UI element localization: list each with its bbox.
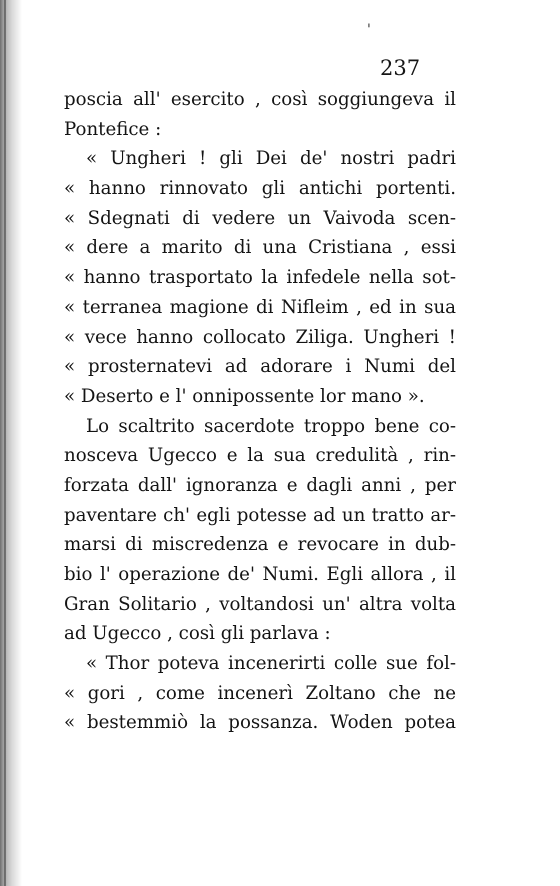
text-line-2: Pontefice : xyxy=(64,118,162,140)
text-line-18: Gran Solitario , voltandosi un' altra volta xyxy=(64,593,456,615)
text-line-15: paventare ch' egli potesse ad un tratto ar- xyxy=(64,504,456,526)
text-line-20: « Thor poteva incenerirti colle sue fol- xyxy=(86,653,456,675)
text-line-6: « dere a marito di una Cristiana , essi xyxy=(64,237,456,259)
text-line-17: bio l' operazione de' Numi. Egli allora , il xyxy=(64,564,456,585)
text-line-8: « terranea magione di Nifleim , ed in sua xyxy=(64,296,456,318)
text-line-3: « Ungheri ! gli Dei de' nostri padri xyxy=(86,148,456,170)
text-line-22: « bestemmiò la possanza. Woden potea xyxy=(64,712,456,734)
text-line-19: ad Ugecco , così gli parlava : xyxy=(64,623,331,645)
text-line-7: « hanno trasportato la infedele nella sot- xyxy=(64,267,456,289)
text-line-13: nosceva Ugecco e la sua credulità , rin- xyxy=(64,445,456,467)
text-line-5: « Sdegnati di vedere un Vaivoda scen- xyxy=(64,207,456,229)
text-line-21: « gori , come incenerì Zoltano che ne xyxy=(64,682,456,704)
binding-edge xyxy=(4,0,6,886)
text-line-11: « Deserto e l' onnipossente lor mano ». xyxy=(64,385,425,407)
page-gutter-shadow xyxy=(0,0,22,886)
text-line-4: « hanno rinnovato gli antichi portenti. xyxy=(64,178,456,200)
body-text xyxy=(64,85,456,738)
text-line-16: marsi di miscredenza e revocare in dub- xyxy=(64,534,456,556)
print-mark: ' xyxy=(367,22,371,38)
text-line-9: « vece hanno collocato Ziliga. Ungheri ! xyxy=(64,326,456,348)
text-line-10: « prosternatevi ad adorare i Numi del xyxy=(64,356,456,378)
text-line-12: Lo scaltrito sacerdote troppo bene co- xyxy=(86,415,456,437)
text-line-14: forzata dall' ignoranza e dagli anni , per xyxy=(64,474,456,496)
page-number: 237 xyxy=(380,56,421,80)
text-line-1: poscia all' esercito , così soggiungeva il xyxy=(64,89,456,110)
